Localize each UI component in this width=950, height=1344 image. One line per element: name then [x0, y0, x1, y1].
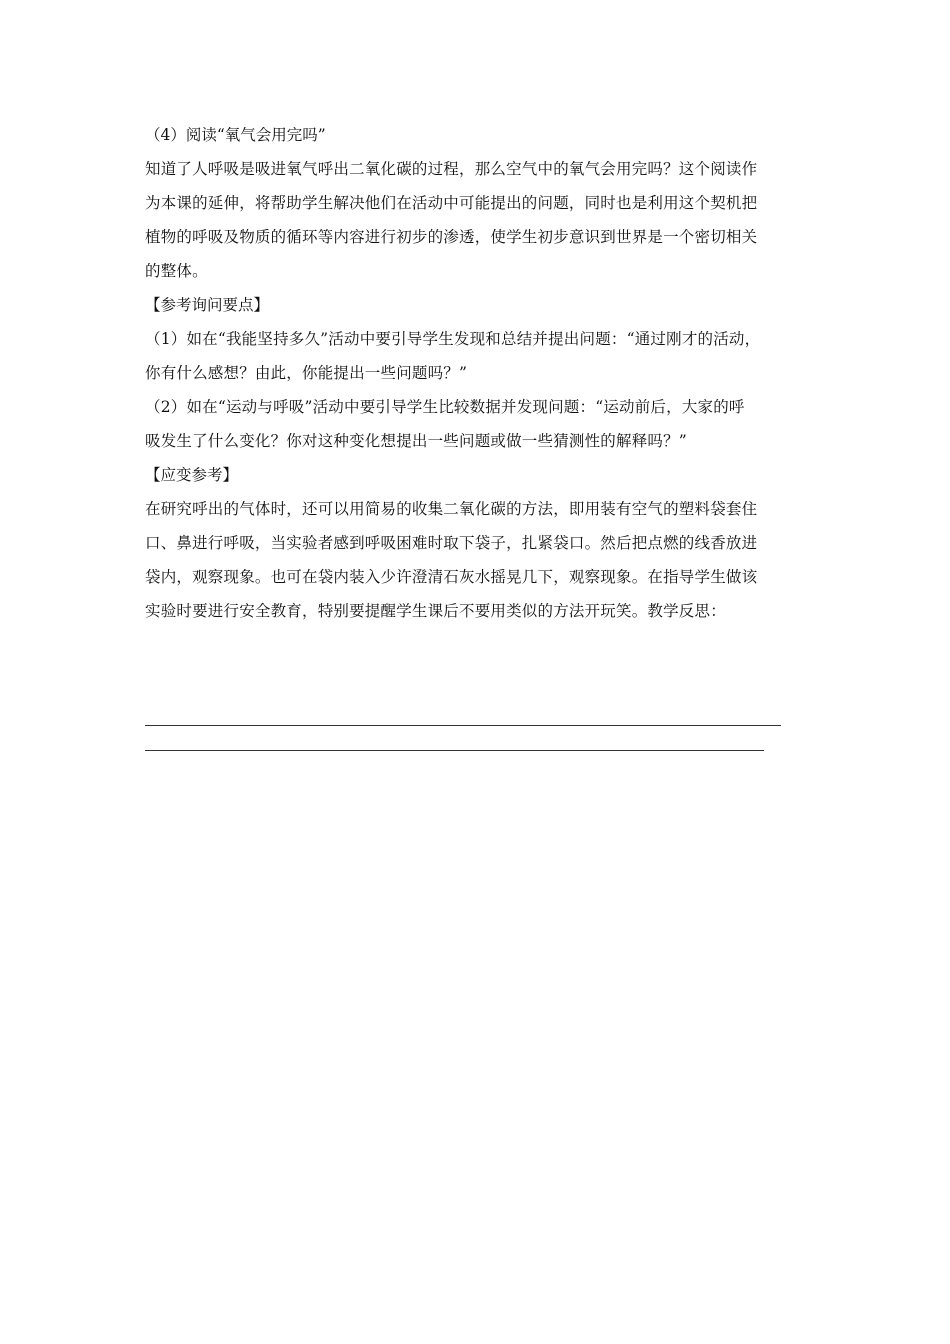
section-4-line: 植物的呼吸及物质的循环等内容进行初步的渗透，使学生初步意识到世界是一个密切相关: [145, 228, 758, 246]
reference-question-line: （2）如在“运动与呼吸”活动中要引导学生比较数据并发现问题：“运动前后，大家的呼: [145, 398, 745, 416]
document-body: [145, 118, 815, 628]
reflection-blank-line: [145, 750, 764, 751]
reference-question-line: 吸发生了什么变化？你对这种变化想提出一些问题或做一些猜测性的解释吗？”: [145, 432, 687, 450]
section-4-title: （4）阅读“氧气会用完吗”: [145, 126, 326, 144]
section-4-line: 的整体。: [145, 262, 208, 280]
section-4-line: 为本课的延伸，将帮助学生解决他们在活动中可能提出的问题，同时也是利用这个契机把: [145, 194, 758, 212]
section-4-line: 知道了人呼吸是吸进氧气呼出二氧化碳的过程，那么空气中的氧气会用完吗？这个阅读作: [145, 160, 758, 178]
reference-questions-title: 【参考询问要点】: [145, 296, 270, 314]
response-reference-line: 口、鼻进行呼吸，当实验者感到呼吸困难时取下袋子，扎紧袋口。然后把点燃的线香放进: [145, 534, 758, 552]
response-reference-line: 实验时要进行安全教育，特别要提醒学生课后不要用类似的方法开玩笑。教学反思：: [145, 602, 726, 620]
reference-question-line: （1）如在“我能坚持多久”活动中要引导学生发现和总结并提出问题：“通过刚才的活动，: [145, 330, 761, 348]
response-reference-line: 在研究呼出的气体时，还可以用简易的收集二氧化碳的方法，即用装有空气的塑料袋套住: [145, 500, 758, 518]
reference-question-line: 你有什么感想？由此，你能提出一些问题吗？”: [145, 364, 468, 382]
response-reference-line: 袋内，观察现象。也可在袋内装入少许澄清石灰水摇晃几下，观察现象。在指导学生做该: [145, 568, 758, 586]
response-reference-title: 【应变参考】: [145, 466, 239, 484]
reflection-blank-line: [145, 725, 781, 726]
